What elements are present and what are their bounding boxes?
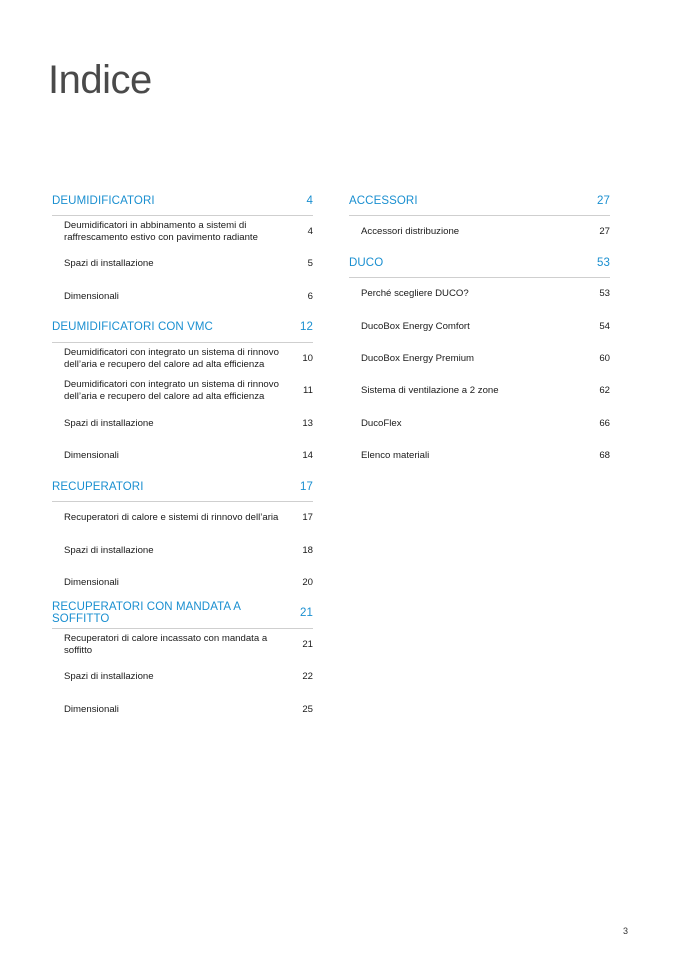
section-heading-title: RECUPERATORI CON MANDATA A SOFFITTO bbox=[52, 601, 241, 626]
toc-entry-title: Spazi di installazione bbox=[64, 671, 154, 683]
toc-entry-page: 25 bbox=[302, 703, 313, 715]
toc-entry-page: 54 bbox=[599, 320, 610, 332]
section-heading-title: DUCO bbox=[349, 256, 384, 269]
section-heading-page: 27 bbox=[597, 194, 610, 207]
toc-entry-page: 5 bbox=[307, 258, 313, 270]
toc-entry[interactable] bbox=[52, 629, 313, 661]
toc-section-heading[interactable] bbox=[349, 186, 610, 216]
toc-entry-page: 22 bbox=[302, 671, 313, 683]
toc-entry[interactable] bbox=[52, 281, 313, 313]
toc-section-heading[interactable] bbox=[52, 313, 313, 343]
toc-entry[interactable] bbox=[52, 216, 313, 248]
toc-entry-title: Deumidificatori con integrato un sistema di rinnovo dell’aria e recupero del calore ad alta efficienza bbox=[64, 347, 279, 371]
toc-entry-title: Accessori distribuzione bbox=[361, 226, 460, 238]
section-heading-page: 12 bbox=[300, 321, 313, 334]
toc-entry[interactable] bbox=[52, 534, 313, 566]
toc-entry[interactable] bbox=[52, 440, 313, 472]
toc-section-heading[interactable] bbox=[349, 248, 610, 278]
toc-section-recuperatori-con-mandata-a-soffitto bbox=[52, 599, 313, 726]
toc-entry-title: Dimensionali bbox=[64, 290, 119, 302]
page-title: Indice bbox=[48, 58, 152, 102]
section-heading-title: RECUPERATORI bbox=[52, 480, 144, 493]
toc-entry[interactable] bbox=[52, 343, 313, 375]
toc-entry[interactable] bbox=[52, 694, 313, 726]
toc-section-accessori bbox=[349, 186, 610, 248]
toc-entry-title: Dimensionali bbox=[64, 576, 119, 588]
toc-entry-page: 62 bbox=[599, 385, 610, 397]
toc-entry[interactable] bbox=[349, 407, 610, 439]
toc-entry-title: DucoBox Energy Comfort bbox=[361, 320, 470, 332]
section-heading-title: ACCESSORI bbox=[349, 194, 418, 207]
section-heading-page: 21 bbox=[300, 607, 313, 620]
toc-entry-title: Spazi di installazione bbox=[64, 417, 154, 429]
toc-entry-title: Dimensionali bbox=[64, 703, 119, 715]
toc-entry[interactable] bbox=[52, 502, 313, 534]
toc-entry-title: Sistema di ventilazione a 2 zone bbox=[361, 385, 499, 397]
toc-entry[interactable] bbox=[349, 375, 610, 407]
toc-entry-page: 10 bbox=[302, 353, 313, 365]
toc-entry-title: Recuperatori di calore incassato con mandata a soffitto bbox=[64, 633, 268, 657]
toc-left-column bbox=[52, 186, 313, 726]
toc-entry[interactable] bbox=[52, 375, 313, 407]
toc-section-heading[interactable] bbox=[52, 472, 313, 502]
toc-section-deumidificatori-con-vmc bbox=[52, 313, 313, 472]
toc-entry[interactable] bbox=[349, 311, 610, 343]
toc-entry-title: Dimensionali bbox=[64, 449, 119, 461]
toc-entry-page: 27 bbox=[599, 226, 610, 238]
toc-entry-title: DucoBox Energy Premium bbox=[361, 353, 475, 365]
toc-entry-page: 4 bbox=[307, 226, 313, 238]
toc-entry[interactable] bbox=[349, 343, 610, 375]
toc-entry-page: 60 bbox=[599, 353, 610, 365]
toc-entry[interactable] bbox=[52, 661, 313, 693]
section-heading-title: DEUMIDIFICATORI CON VMC bbox=[52, 321, 213, 334]
toc-right-column bbox=[349, 186, 610, 472]
section-heading-page: 17 bbox=[300, 480, 313, 493]
section-heading-page: 53 bbox=[597, 256, 610, 269]
toc-section-heading[interactable] bbox=[52, 599, 313, 629]
toc-entry-title: Elenco materiali bbox=[361, 449, 430, 461]
toc-entry-title: Perché scegliere DUCO? bbox=[361, 288, 469, 300]
toc-entry[interactable] bbox=[52, 567, 313, 599]
toc-entry-page: 11 bbox=[303, 385, 313, 397]
toc-entry-page: 20 bbox=[302, 576, 313, 588]
toc-entry-page: 68 bbox=[599, 449, 610, 461]
toc-section-heading[interactable] bbox=[52, 186, 313, 216]
toc-entry-page: 6 bbox=[307, 290, 313, 302]
toc-entry-title: Deumidificatori in abbinamento a sistemi di raffrescamento estivo con pavimento radiante bbox=[64, 220, 258, 244]
toc-entry-title: Deumidificatori con integrato un sistema di rinnovo dell’aria e recupero del calore ad alta efficienza bbox=[64, 379, 279, 403]
toc-section-duco bbox=[349, 248, 610, 472]
toc-entry-title: Recuperatori di calore e sistemi di rinnovo dell’aria bbox=[64, 512, 279, 524]
toc-section-deumidificatori bbox=[52, 186, 313, 313]
toc-entry-title: DucoFlex bbox=[361, 417, 402, 429]
toc-entry-page: 14 bbox=[302, 449, 313, 461]
toc-entry[interactable] bbox=[52, 248, 313, 280]
toc-entry-page: 66 bbox=[599, 417, 610, 429]
toc-entry-page: 18 bbox=[302, 544, 313, 556]
toc-entry[interactable] bbox=[349, 278, 610, 310]
toc-entry[interactable] bbox=[349, 440, 610, 472]
toc-entry[interactable] bbox=[52, 407, 313, 439]
toc-entry-page: 13 bbox=[302, 417, 313, 429]
page-number: 3 bbox=[622, 926, 628, 936]
toc-entry-title: Spazi di installazione bbox=[64, 258, 154, 270]
toc-entry[interactable] bbox=[349, 216, 610, 248]
toc-entry-title: Spazi di installazione bbox=[64, 544, 154, 556]
toc-entry-page: 21 bbox=[302, 639, 313, 651]
toc-entry-page: 53 bbox=[599, 288, 610, 300]
section-heading-page: 4 bbox=[306, 194, 313, 207]
section-heading-title: DEUMIDIFICATORI bbox=[52, 194, 155, 207]
toc-entry-page: 17 bbox=[302, 512, 313, 524]
toc-section-recuperatori bbox=[52, 472, 313, 599]
